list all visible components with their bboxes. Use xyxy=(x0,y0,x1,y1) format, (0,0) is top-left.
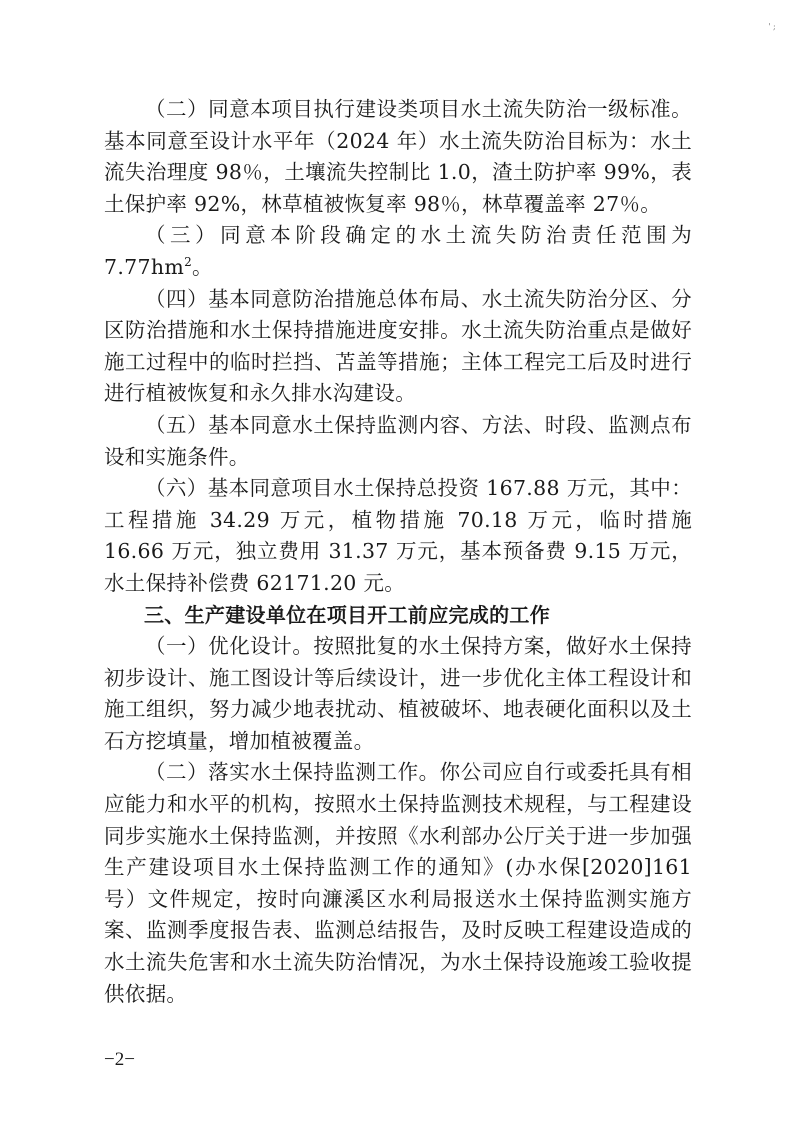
paragraph-monitoring-work: （二）落实水土保持监测工作。你公司应自行或委托具有相应能力和水平的机构，按照水土保持监测技术规程，与工程建设同步实施水土保持监测，并按照《水利部办公厅关于进一步加强生产建设项目水土保持监测工作的通知》(办水保[2020]161 号）文件规定，按时向濂溪区水利局报送水土保持监测实施方案、监测季度报告表、监测总结报告，及时反映工程建设造成的水土流失危害和水土流失防治情况，为水土保持设施竣工验收提供依据。 xyxy=(104,760,692,1006)
paragraph-monitoring: （五）基本同意水土保持监测内容、方法、时段、监测点布设和实施条件。 xyxy=(104,412,692,469)
paragraph-optimize-design: （一）优化设计。按照批复的水土保持方案，做好水土保持初步设计、施工图设计等后续设计，进一步优化主体工程设计和施工组织，努力减少地表扰动、植被破坏、地表硬化面积以及土石方挖填量，增加植被覆盖。 xyxy=(104,634,692,753)
paragraph-standard: （二）同意本项目执行建设类项目水土流失防治一级标准。基本同意至设计水平年（2024 年）水土流失防治目标为：水土流失治理度 98％，土壤流失控制比 1.0，渣土防护率 99%，表土保护率 92%，林草植被恢复率 98％，林草覆盖率 27％。 xyxy=(104,97,692,216)
scan-corner-mark: ' ; xyxy=(768,22,776,31)
paragraph-responsibility-area-text: （三）同意本阶段确定的水土流失防治责任范围为 7.77hm xyxy=(104,223,692,279)
paragraph-investment: （六）基本同意项目水土保持总投资 167.88 万元，其中：工程措施 34.29 万元，植物措施 70.18 万元，临时措施 16.66 万元，独立费用 31.37 万元，基本预备费 9.15 万元，水土保持补偿费 62171.20 元。 xyxy=(104,476,692,595)
paragraph-measures-layout: （四）基本同意防治措施总体布局、水土流失防治分区、分区防治措施和水土保持措施进度安排。水土流失防治重点是做好施工过程中的临时拦挡、苫盖等措施；主体工程完工后及时进行进行植被恢复和永久排水沟建设。 xyxy=(104,286,692,406)
document-body xyxy=(104,94,692,1010)
section-heading: 三、生产建设单位在项目开工前应完成的工作 xyxy=(144,602,550,627)
page-number: −2− xyxy=(104,1049,135,1070)
paragraph-responsibility-area-tail: 。 xyxy=(192,254,213,279)
paragraph-responsibility-area xyxy=(104,220,692,283)
area-unit-superscript: 2 xyxy=(184,255,193,270)
